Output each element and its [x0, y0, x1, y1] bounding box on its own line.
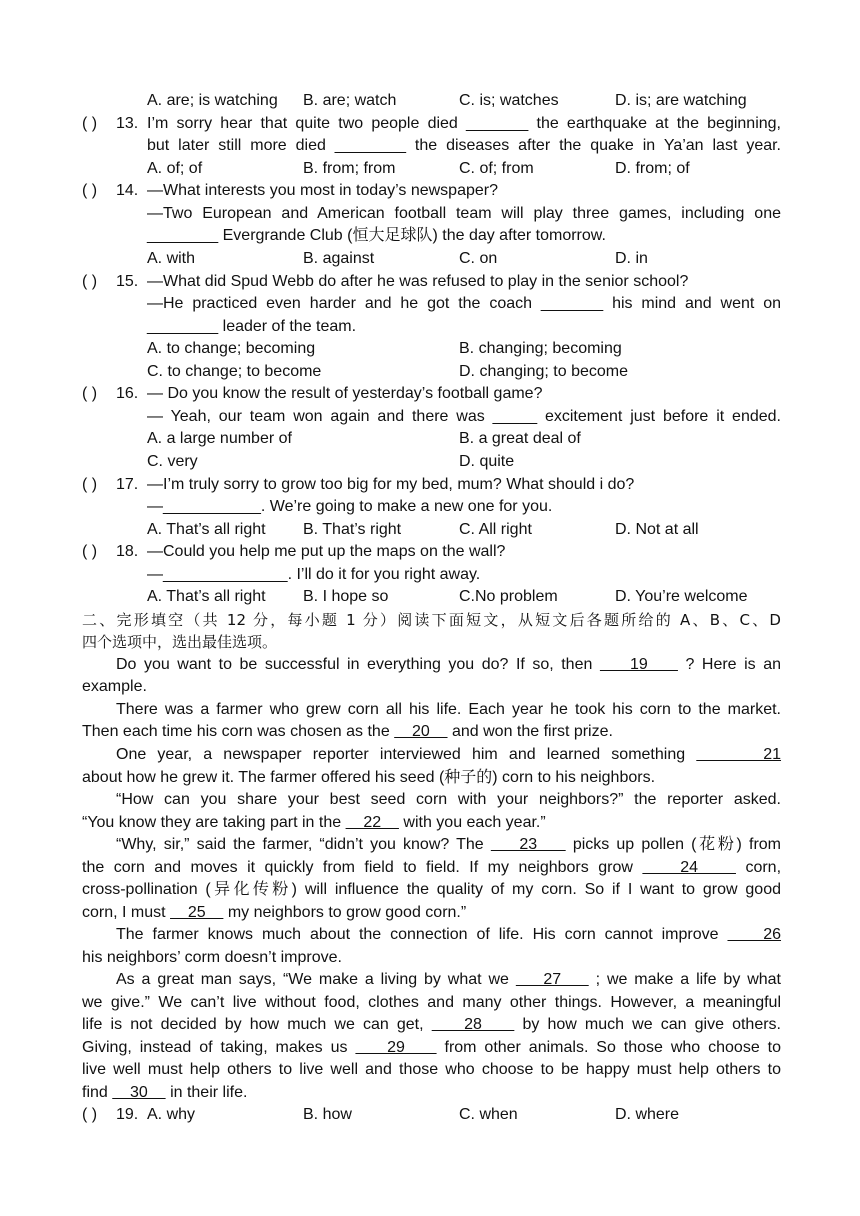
passage-line: find 30 in their life.	[82, 1084, 248, 1101]
q14-option-d: D. in	[615, 250, 648, 267]
answer-paren: ( )	[82, 385, 98, 402]
answer-paren: ( )	[82, 182, 98, 199]
q12-option-b: B. are; watch	[303, 92, 397, 109]
q15-stem-line: ________ leader of the team.	[147, 318, 357, 335]
blank-30: 30	[112, 1084, 166, 1101]
answer-paren: ( )	[82, 273, 98, 290]
passage-line: One year, a newspaper reporter interviewed him and learned something 21	[116, 746, 782, 763]
q17-options	[0, 519, 860, 542]
blank-24: 24	[642, 859, 736, 876]
q14-stem-line: —Two European and American football team will play three games, including one	[147, 205, 781, 222]
q14-stem-line: ________ Evergrande Club (恒大足球队) the day after tomorrow.	[147, 227, 606, 244]
question-number: 15.	[116, 273, 139, 290]
question-number: 14.	[116, 182, 139, 199]
q17-option-b: B. That’s right	[303, 521, 402, 538]
q15-options-row2	[0, 361, 860, 384]
blank-19: 19	[599, 656, 678, 673]
q12-option-d: D. is; are watching	[615, 92, 747, 109]
q13-stem-line: I’m sorry hear that quite two people died _______ the earthquake at the beginning,	[147, 115, 781, 132]
q12-options	[0, 90, 860, 113]
passage-line: As a great man says, “We make a living by what we 27 ; we make a life by what	[116, 971, 781, 988]
q13-option-d: D. from; of	[615, 160, 690, 177]
q15-option-a: A. to change; becoming	[147, 340, 316, 357]
q15-stem-line: —What did Spud Webb do after he was refused to play in the senior school?	[147, 273, 689, 290]
q19-option-b: B. how	[303, 1106, 352, 1123]
q13-stem-line: but later still more died ________ the diseases after the quake in Ya’an last year.	[147, 137, 781, 154]
question-17	[0, 474, 860, 497]
passage-line: example.	[82, 678, 147, 695]
question-15	[0, 271, 860, 294]
q16-option-a: A. a large number of	[147, 430, 292, 447]
answer-paren: ( )	[82, 115, 98, 132]
q17-stem-line: —___________. We’re going to make a new one for you.	[147, 498, 553, 515]
q16-options-row1	[0, 428, 860, 451]
q14-stem-line: —What interests you most in today’s newspaper?	[147, 182, 498, 199]
passage-line: Do you want to be successful in everything you do? If so, then 19 ? Here is an	[116, 656, 781, 673]
question-18	[0, 541, 860, 564]
blank-29: 29	[355, 1039, 437, 1056]
passage-line: his neighbors’ corm doesn’t improve.	[82, 949, 342, 966]
answer-paren: ( )	[82, 543, 98, 560]
q18-option-a: A. That’s all right	[147, 588, 266, 605]
q18-option-d: D. You’re welcome	[615, 588, 748, 605]
passage-line: corn, I must 25 my neighbors to grow good corn.”	[82, 904, 467, 921]
passage-line: cross-pollination (异化传粉) will influence the quality of my corn. So if I want to grow good	[82, 881, 781, 898]
question-14	[0, 180, 860, 203]
passage-line: “Why, sir,” said the farmer, “didn’t you know? The 23 picks up pollen (花粉) from	[116, 836, 781, 853]
question-number: 13.	[116, 115, 139, 132]
blank-22: 22	[345, 814, 399, 831]
passage-line: Giving, instead of taking, makes us 29 from other animals. So those who choose to	[82, 1039, 781, 1056]
blank-25: 25	[170, 904, 224, 921]
q13-option-b: B. from; from	[303, 160, 396, 177]
q14-option-c: C. on	[459, 250, 498, 267]
q12-option-a: A. are; is watching	[147, 92, 278, 109]
q17-option-c: C. All right	[459, 521, 532, 538]
q12-option-c: C. is; watches	[459, 92, 559, 109]
q13-option-c: C. of; from	[459, 160, 534, 177]
q15-stem-line: —He practiced even harder and he got the coach _______ his mind and went on	[147, 295, 781, 312]
q18-stem-line: —______________. I’ll do it for you right away.	[147, 566, 481, 583]
question-19	[0, 1104, 860, 1127]
q14-option-a: A. with	[147, 250, 196, 267]
q18-stem-line: —Could you help me put up the maps on the wall?	[147, 543, 506, 560]
q19-option-d: D. where	[615, 1106, 680, 1123]
question-16	[0, 383, 860, 406]
q16-stem-line: — Do you know the result of yesterday’s football game?	[147, 385, 543, 402]
blank-21: 21	[696, 746, 782, 763]
section-instructions: 四个选项中，选出最佳选项。	[82, 633, 278, 651]
q19-option-c: C. when	[459, 1106, 518, 1123]
q17-option-d: D. Not at all	[615, 521, 699, 538]
q19-option-a: A. why	[147, 1106, 196, 1123]
question-number: 19.	[116, 1106, 139, 1123]
q16-option-d: D. quite	[459, 453, 515, 470]
blank-26: 26	[727, 926, 782, 943]
answer-paren: ( )	[82, 1106, 98, 1123]
q16-option-b: B. a great deal of	[459, 430, 581, 447]
q15-option-b: B. changing; becoming	[459, 340, 622, 357]
q13-option-a: A. of; of	[147, 160, 203, 177]
q17-option-a: A. That’s all right	[147, 521, 266, 538]
passage-line: “You know they are taking part in the 22 with you each year.”	[82, 814, 546, 831]
q16-stem-line: — Yeah, our team won again and there was _____ excitement just before it ended.	[147, 408, 781, 425]
blank-28: 28	[431, 1016, 515, 1033]
answer-paren: ( )	[82, 476, 98, 493]
q14-option-b: B. against	[303, 250, 375, 267]
section-heading: 二、完形填空（共 12 分，每小题 1 分）阅读下面短文，从短文后各题所给的 A、B、C、D	[82, 611, 781, 629]
q15-option-c: C. to change; to become	[147, 363, 322, 380]
passage-line: live well must help others to live well and those who choose to be happy must help others to	[82, 1061, 781, 1078]
question-number: 17.	[116, 476, 139, 493]
q13-options	[0, 158, 860, 181]
passage-line: The farmer knows much about the connection of life. His corn cannot improve 26	[116, 926, 782, 943]
q14-options	[0, 248, 860, 271]
q18-option-b: B. I hope so	[303, 588, 389, 605]
passage-line: we give.” We can’t live without food, clothes and many other things. However, a meaningful	[82, 994, 781, 1011]
passage-line: There was a farmer who grew corn all his life. Each year he took his corn to the market.	[116, 701, 781, 718]
passage-line: Then each time his corn was chosen as the 20 and won the first prize.	[82, 723, 613, 740]
q16-option-c: C. very	[147, 453, 198, 470]
blank-20: 20	[394, 723, 448, 740]
passage-line: life is not decided by how much we can get, 28 by how much we can give others.	[82, 1016, 781, 1033]
q15-options-row1	[0, 338, 860, 361]
question-number: 16.	[116, 385, 139, 402]
q18-options	[0, 586, 860, 609]
blank-23: 23	[490, 836, 566, 853]
q17-stem-line: —I’m truly sorry to grow too big for my bed, mum? What should i do?	[147, 476, 635, 493]
passage-line: the corn and moves it quickly from field to field. If my neighbors grow 24 corn,	[82, 859, 782, 876]
q15-option-d: D. changing; to become	[459, 363, 628, 380]
passage-line: about how he grew it. The farmer offered his seed (种子的) corn to his neighbors.	[82, 769, 656, 786]
question-number: 18.	[116, 543, 139, 560]
q18-option-c: C.No problem	[459, 588, 558, 605]
q16-options-row2	[0, 451, 860, 474]
passage-line: “How can you share your best seed corn with your neighbors?” the reporter asked.	[116, 791, 781, 808]
blank-27: 27	[515, 971, 589, 988]
